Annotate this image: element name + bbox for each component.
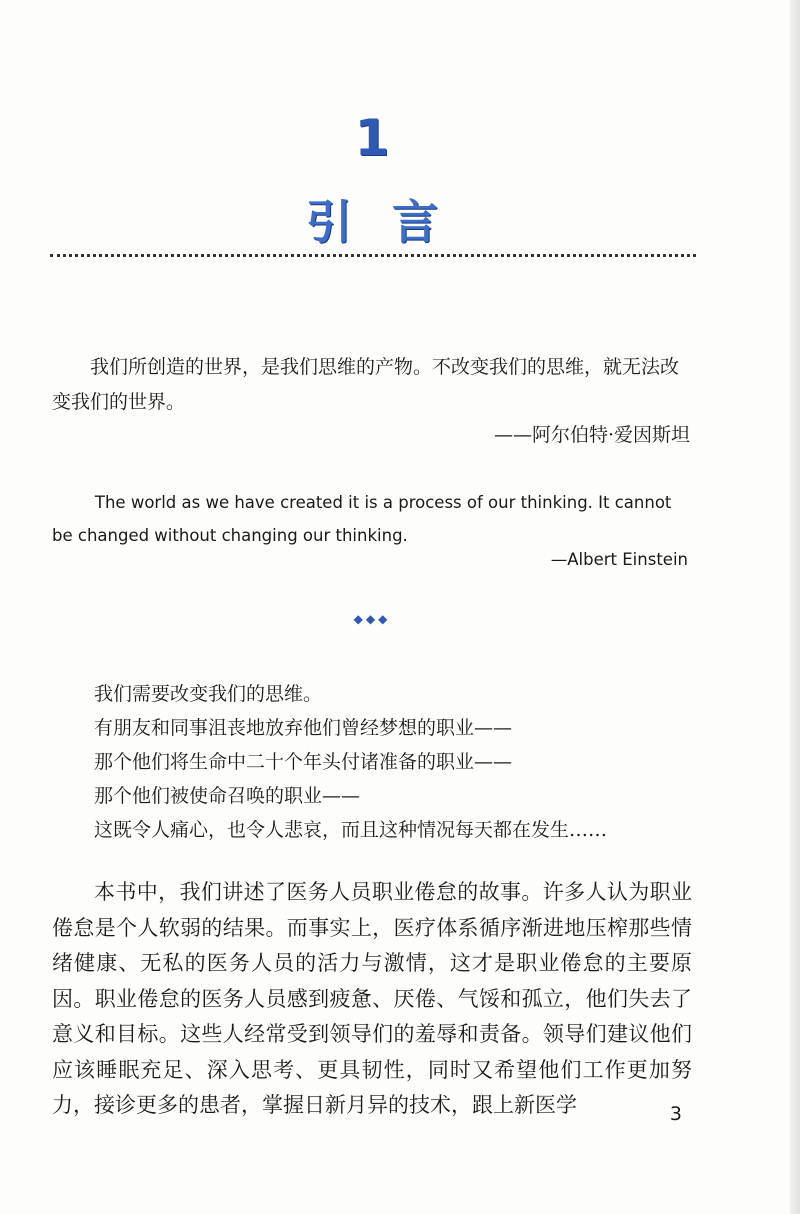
dotted-divider <box>50 254 696 257</box>
epigraph-chinese <box>52 350 692 420</box>
epigraph-english-attribution: —Albert Einstein <box>550 550 688 569</box>
page-number: 3 <box>669 1103 682 1125</box>
epigraph-chinese-text: 我们所创造的世界，是我们思维的产物。不改变我们的思维，就无法改变我们的世界。 <box>52 356 680 413</box>
verse-line: 那个他们被使命召唤的职业—— <box>94 785 361 807</box>
verse-line: 那个他们将生命中二十个年头付诸准备的职业—— <box>94 751 513 773</box>
chapter-title: 引言 <box>306 195 478 249</box>
section-separator-diamonds: ◆◆◆ <box>353 612 391 626</box>
verse-line: 我们需要改变我们的思维。 <box>94 683 323 705</box>
verse-block <box>94 677 704 847</box>
verse-line: 有朋友和同事沮丧地放弃他们曾经梦想的职业—— <box>94 717 513 739</box>
body-paragraph: 本书中，我们讲述了医务人员职业倦怠的故事。许多人认为职业倦怠是个人软弱的结果。而事实上，医疗体系循序渐进地压榨那些情绪健康、无私的医务人员的活力与激情，这才是职业倦怠的主要原因。职业倦怠的医务人员感到疲惫、厌倦、气馁和孤立，他们失去了意义和目标。这些人经常受到领导们的羞辱和责备。领导们建议他们应该睡眠充足、深入思考、更具韧性，同时又希望他们工作更加努力，接诊更多的患者，掌握日新月异的技术，跟上新医学 <box>52 880 692 1117</box>
epigraph-english-text: The world as we have created it is a process of our thinking. It cannot be changed without changing our thinking. <box>52 493 672 545</box>
epigraph-chinese-attribution: ——阿尔伯特·爱因斯坦 <box>493 424 690 446</box>
chapter-number: 1 <box>354 109 390 167</box>
page-edge-shadow <box>790 0 800 1214</box>
verse-line: 这既令人痛心，也令人悲哀，而且这种情况每天都在发生…… <box>94 819 608 841</box>
